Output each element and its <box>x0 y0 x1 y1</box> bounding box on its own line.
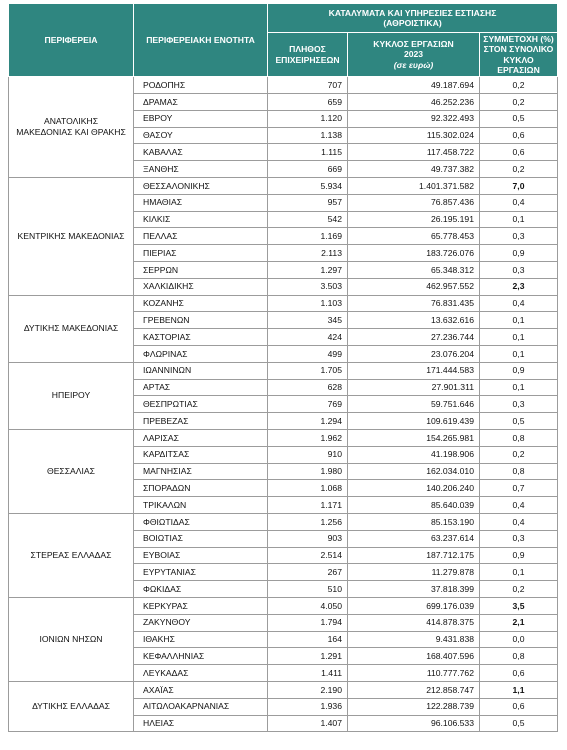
turnover-cell: 187.712.175 <box>348 547 480 564</box>
turnover-cell: 140.206.240 <box>348 480 480 497</box>
businesses-cell: 669 <box>268 161 348 178</box>
businesses-cell: 542 <box>268 211 348 228</box>
businesses-cell: 1.138 <box>268 127 348 144</box>
share-cell: 0,1 <box>480 564 558 581</box>
share-cell: 0,4 <box>480 497 558 514</box>
turnover-cell: 462.957.552 <box>348 278 480 295</box>
share-cell: 0,4 <box>480 513 558 530</box>
regional-unit-cell: ΙΘΑΚΗΣ <box>134 631 268 648</box>
share-cell: 0,1 <box>480 329 558 346</box>
table-body <box>9 77 558 732</box>
regional-unit-cell: ΗΛΕΙΑΣ <box>134 715 268 732</box>
regional-unit-cell: ΠΙΕΡΙΑΣ <box>134 245 268 262</box>
turnover-cell: 76.857.436 <box>348 194 480 211</box>
share-cell: 0,2 <box>480 446 558 463</box>
table-row <box>9 178 558 195</box>
share-cell: 0,6 <box>480 698 558 715</box>
businesses-cell: 1.407 <box>268 715 348 732</box>
turnover-cell: 96.106.533 <box>348 715 480 732</box>
turnover-cell: 41.198.906 <box>348 446 480 463</box>
share-cell: 3,5 <box>480 597 558 614</box>
regional-unit-cell: ΚΑΡΔΙΤΣΑΣ <box>134 446 268 463</box>
table-row <box>9 295 558 312</box>
businesses-cell: 424 <box>268 329 348 346</box>
table-row <box>9 429 558 446</box>
region-cell: ΚΕΝΤΡΙΚΗΣ ΜΑΚΕΔΟΝΙΑΣ <box>9 178 134 296</box>
turnover-cell: 162.034.010 <box>348 463 480 480</box>
businesses-cell: 1.169 <box>268 228 348 245</box>
share-cell: 0,5 <box>480 413 558 430</box>
turnover-cell: 65.778.453 <box>348 228 480 245</box>
regional-unit-cell: ΑΙΤΩΛΟΑΚΑΡΝΑΝΙΑΣ <box>134 698 268 715</box>
regional-unit-cell: ΦΘΙΩΤΙΔΑΣ <box>134 513 268 530</box>
turnover-cell: 183.726.076 <box>348 245 480 262</box>
share-cell: 0,0 <box>480 631 558 648</box>
regional-unit-cell: ΚΑΣΤΟΡΙΑΣ <box>134 329 268 346</box>
businesses-cell: 1.291 <box>268 648 348 665</box>
turnover-cell: 11.279.878 <box>348 564 480 581</box>
turnover-cell: 85.640.039 <box>348 497 480 514</box>
turnover-cell: 1.401.371.582 <box>348 178 480 195</box>
turnover-cell: 49.737.382 <box>348 161 480 178</box>
regional-unit-cell: ΑΧΑΪΑΣ <box>134 681 268 698</box>
businesses-cell: 1.705 <box>268 362 348 379</box>
turnover-cell: 154.265.981 <box>348 429 480 446</box>
businesses-cell: 1.980 <box>268 463 348 480</box>
share-cell: 0,3 <box>480 530 558 547</box>
turnover-cell: 92.322.493 <box>348 110 480 127</box>
regional-unit-cell: ΡΟΔΟΠΗΣ <box>134 77 268 94</box>
share-cell: 0,9 <box>480 547 558 564</box>
regional-unit-cell: ΚΙΛΚΙΣ <box>134 211 268 228</box>
header-share: ΣΥΜΜΕΤΟΧΗ (%) ΣΤΟΝ ΣΥΝΟΛΙΚΟ ΚΥΚΛΟ ΕΡΓΑΣΙΩΝ <box>480 33 558 77</box>
turnover-cell: 117.458.722 <box>348 144 480 161</box>
turnover-cell: 26.195.191 <box>348 211 480 228</box>
header-group: ΚΑΤΑΛΥΜΑΤΑ ΚΑΙ ΥΠΗΡΕΣΙΕΣ ΕΣΤΙΑΣΗΣ (ΑΘΡΟΙΣΤΙΚΑ) <box>268 4 558 33</box>
regional-unit-cell: ΙΩΑΝΝΙΝΩΝ <box>134 362 268 379</box>
regional-unit-cell: ΕΥΒΟΙΑΣ <box>134 547 268 564</box>
table-row <box>9 77 558 94</box>
regional-unit-cell: ΕΒΡΟΥ <box>134 110 268 127</box>
turnover-cell: 63.237.614 <box>348 530 480 547</box>
regional-unit-cell: ΚΑΒΑΛΑΣ <box>134 144 268 161</box>
businesses-cell: 769 <box>268 396 348 413</box>
businesses-cell: 659 <box>268 94 348 111</box>
regional-unit-cell: ΗΜΑΘΙΑΣ <box>134 194 268 211</box>
region-cell: ΗΠΕΙΡΟΥ <box>9 362 134 429</box>
share-cell: 1,1 <box>480 681 558 698</box>
regional-unit-cell: ΔΡΑΜΑΣ <box>134 94 268 111</box>
share-cell: 0,5 <box>480 110 558 127</box>
turnover-cell: 414.878.375 <box>348 614 480 631</box>
regional-unit-cell: ΦΩΚΙΔΑΣ <box>134 581 268 598</box>
businesses-cell: 510 <box>268 581 348 598</box>
regional-unit-cell: ΧΑΛΚΙΔΙΚΗΣ <box>134 278 268 295</box>
region-cell: ΘΕΣΣΑΛΙΑΣ <box>9 429 134 513</box>
regional-unit-cell: ΠΕΛΛΑΣ <box>134 228 268 245</box>
businesses-cell: 345 <box>268 312 348 329</box>
share-cell: 0,1 <box>480 379 558 396</box>
share-cell: 0,6 <box>480 144 558 161</box>
turnover-cell: 46.252.236 <box>348 94 480 111</box>
turnover-cell: 27.236.744 <box>348 329 480 346</box>
turnover-cell: 115.302.024 <box>348 127 480 144</box>
businesses-cell: 2.514 <box>268 547 348 564</box>
regional-unit-cell: ΘΑΣΟΥ <box>134 127 268 144</box>
regional-unit-cell: ΕΥΡΥΤΑΝΙΑΣ <box>134 564 268 581</box>
table-header <box>9 4 558 77</box>
regional-unit-cell: ΒΟΙΩΤΙΑΣ <box>134 530 268 547</box>
regional-unit-cell: ΛΑΡΙΣΑΣ <box>134 429 268 446</box>
share-cell: 0,6 <box>480 127 558 144</box>
businesses-cell: 2.190 <box>268 681 348 698</box>
share-cell: 0,8 <box>480 429 558 446</box>
turnover-cell: 85.153.190 <box>348 513 480 530</box>
businesses-cell: 1.068 <box>268 480 348 497</box>
header-regional-unit: ΠΕΡΙΦΕΡΕΙΑΚΗ ΕΝΟΤΗΤΑ <box>134 4 268 77</box>
turnover-cell: 13.632.616 <box>348 312 480 329</box>
businesses-cell: 1.794 <box>268 614 348 631</box>
turnover-cell: 109.619.439 <box>348 413 480 430</box>
regional-unit-cell: ΘΕΣΠΡΩΤΙΑΣ <box>134 396 268 413</box>
share-cell: 0,6 <box>480 665 558 682</box>
turnover-cell: 59.751.646 <box>348 396 480 413</box>
region-cell: ΙΟΝΙΩΝ ΝΗΣΩΝ <box>9 597 134 681</box>
share-cell: 0,2 <box>480 94 558 111</box>
businesses-cell: 2.113 <box>268 245 348 262</box>
businesses-cell: 628 <box>268 379 348 396</box>
regional-unit-cell: ΣΠΟΡΑΔΩΝ <box>134 480 268 497</box>
share-cell: 7,0 <box>480 178 558 195</box>
region-cell: ΑΝΑΤΟΛΙΚΗΣ ΜΑΚΕΔΟΝΙΑΣ ΚΑΙ ΘΡΑΚΗΣ <box>9 77 134 178</box>
share-cell: 2,3 <box>480 278 558 295</box>
share-cell: 0,3 <box>480 262 558 279</box>
businesses-cell: 1.120 <box>268 110 348 127</box>
tourism-turnover-table <box>8 3 558 732</box>
table-row <box>9 513 558 530</box>
share-cell: 0,4 <box>480 194 558 211</box>
regional-unit-cell: ΞΑΝΘΗΣ <box>134 161 268 178</box>
share-cell: 0,1 <box>480 211 558 228</box>
businesses-cell: 1.171 <box>268 497 348 514</box>
turnover-cell: 171.444.583 <box>348 362 480 379</box>
regional-unit-cell: ΤΡΙΚΑΛΩΝ <box>134 497 268 514</box>
regional-unit-cell: ΠΡΕΒΕΖΑΣ <box>134 413 268 430</box>
region-cell: ΣΤΕΡΕΑΣ ΕΛΛΑΔΑΣ <box>9 513 134 597</box>
share-cell: 0,9 <box>480 245 558 262</box>
regional-unit-cell: ΖΑΚΥΝΘΟΥ <box>134 614 268 631</box>
businesses-cell: 5.934 <box>268 178 348 195</box>
businesses-cell: 1.411 <box>268 665 348 682</box>
businesses-cell: 1.297 <box>268 262 348 279</box>
share-cell: 0,8 <box>480 648 558 665</box>
table-row <box>9 362 558 379</box>
turnover-cell: 27.901.311 <box>348 379 480 396</box>
regional-unit-cell: ΚΕΡΚΥΡΑΣ <box>134 597 268 614</box>
regional-unit-cell: ΚΕΦΑΛΛΗΝΙΑΣ <box>134 648 268 665</box>
turnover-cell: 122.288.739 <box>348 698 480 715</box>
share-cell: 2,1 <box>480 614 558 631</box>
regional-unit-cell: ΘΕΣΣΑΛΟΝΙΚΗΣ <box>134 178 268 195</box>
businesses-cell: 1.962 <box>268 429 348 446</box>
share-cell: 0,2 <box>480 581 558 598</box>
businesses-cell: 267 <box>268 564 348 581</box>
turnover-cell: 212.858.747 <box>348 681 480 698</box>
turnover-cell: 9.431.838 <box>348 631 480 648</box>
businesses-cell: 1.103 <box>268 295 348 312</box>
regional-unit-cell: ΑΡΤΑΣ <box>134 379 268 396</box>
share-cell: 0,9 <box>480 362 558 379</box>
regional-unit-cell: ΦΛΩΡΙΝΑΣ <box>134 346 268 363</box>
regional-unit-cell: ΛΕΥΚΑΔΑΣ <box>134 665 268 682</box>
header-region: ΠΕΡΙΦΕΡΕΙΑ <box>9 4 134 77</box>
businesses-cell: 164 <box>268 631 348 648</box>
businesses-cell: 903 <box>268 530 348 547</box>
table-row <box>9 681 558 698</box>
header-turnover: ΚΥΚΛΟΣ ΕΡΓΑΣΙΩΝ 2023 (σε ευρώ) <box>348 33 480 77</box>
region-cell: ΔΥΤΙΚΗΣ ΕΛΛΑΔΑΣ <box>9 681 134 731</box>
turnover-cell: 37.818.399 <box>348 581 480 598</box>
businesses-cell: 1.256 <box>268 513 348 530</box>
businesses-cell: 957 <box>268 194 348 211</box>
share-cell: 0,2 <box>480 77 558 94</box>
businesses-cell: 3.503 <box>268 278 348 295</box>
regional-unit-cell: ΚΟΖΑΝΗΣ <box>134 295 268 312</box>
turnover-cell: 699.176.039 <box>348 597 480 614</box>
region-cell: ΔΥΤΙΚΗΣ ΜΑΚΕΔΟΝΙΑΣ <box>9 295 134 362</box>
share-cell: 0,3 <box>480 228 558 245</box>
share-cell: 0,1 <box>480 346 558 363</box>
turnover-cell: 76.831.435 <box>348 295 480 312</box>
turnover-cell: 23.076.204 <box>348 346 480 363</box>
regional-unit-cell: ΓΡΕΒΕΝΩΝ <box>134 312 268 329</box>
share-cell: 0,1 <box>480 312 558 329</box>
turnover-cell: 168.407.596 <box>348 648 480 665</box>
turnover-cell: 49.187.694 <box>348 77 480 94</box>
share-cell: 0,7 <box>480 480 558 497</box>
regional-unit-cell: ΣΕΡΡΩΝ <box>134 262 268 279</box>
turnover-cell: 110.777.762 <box>348 665 480 682</box>
businesses-cell: 1.294 <box>268 413 348 430</box>
share-cell: 0,4 <box>480 295 558 312</box>
turnover-cell: 65.348.312 <box>348 262 480 279</box>
share-cell: 0,8 <box>480 463 558 480</box>
share-cell: 0,2 <box>480 161 558 178</box>
businesses-cell: 707 <box>268 77 348 94</box>
header-businesses: ΠΛΗΘΟΣ ΕΠΙΧΕΙΡΗΣΕΩΝ <box>268 33 348 77</box>
regional-unit-cell: ΜΑΓΝΗΣΙΑΣ <box>134 463 268 480</box>
businesses-cell: 4.050 <box>268 597 348 614</box>
share-cell: 0,3 <box>480 396 558 413</box>
share-cell: 0,5 <box>480 715 558 732</box>
businesses-cell: 1.936 <box>268 698 348 715</box>
businesses-cell: 1.115 <box>268 144 348 161</box>
businesses-cell: 499 <box>268 346 348 363</box>
businesses-cell: 910 <box>268 446 348 463</box>
table-row <box>9 597 558 614</box>
